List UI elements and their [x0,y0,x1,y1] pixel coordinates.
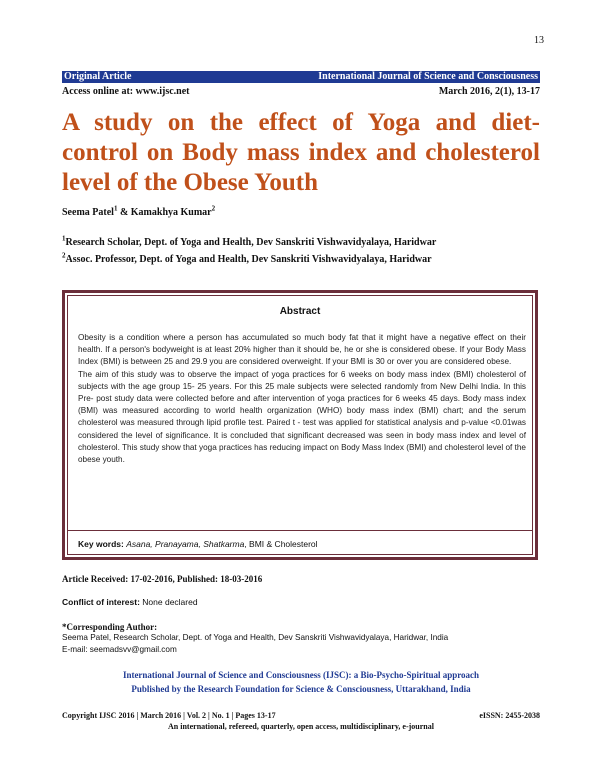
article-dates: Article Received: 17-02-2016, Published: 18-03-2016 [62,574,263,584]
abstract-inner-border [67,295,533,555]
author-1: Seema Patel [62,207,114,218]
page-number: 13 [534,35,544,46]
affiliation-1-sup: 1 [62,234,66,243]
access-line [62,86,540,97]
paper-title: A study on the effect of Yoga and diet-control on Body mass index and cholesterol level of the Obese Youth [62,109,540,196]
author-and: & [117,207,131,218]
access-url[interactable]: Access online at: www.ijsc.net [62,86,190,97]
conflict-value: None declared [139,597,198,607]
keywords-italic: Asana, Pranayama, Shatkarma [126,539,245,549]
footer-journal-line: International Journal of Science and Consciousness (IJSC): a Bio-Psycho-Spiritual approach [122,670,480,680]
footer-tagline: An international, refereed, quarterly, open access, multidisciplinary, e-journal [168,722,434,731]
affiliation-2-text: Assoc. Professor, Dept. of Yoga and Health, Dev Sanskriti Vishwavidyalaya, Haridwar [65,254,432,265]
corresponding-heading: *Corresponding Author: [62,622,158,632]
keywords [78,539,318,549]
abstract-paragraph-1: Obesity is a condition where a person has accumulated so much body fat that it might have a negative effect on their health. If a person's bodyweight is at least 20% higher than it should be, he or she is considered obese. If your Body Mass Index (BMI) is between 25 and 29.9 you are considered overweight. If your BMI is 30 or over you are considered obese. [78,333,526,367]
abstract-heading: Abstract [279,306,321,317]
affiliation-1 [62,234,437,248]
corresponding-email[interactable]: E-mail: seemadsvv@gmail.com [62,645,177,654]
journal-name: International Journal of Science and Consciousness [318,71,538,82]
affiliation-1-text: Research Scholar, Dept. of Yoga and Health, Dev Sanskriti Vishwavidyalaya, Haridwar [65,237,437,248]
affiliation-2 [62,251,432,265]
header-band [62,71,540,83]
author-2-sup: 2 [211,204,216,213]
conflict-label: Conflict of interest: [62,597,140,607]
abstract-box [62,290,538,560]
author-2: Kamakhya Kumar [130,207,212,218]
footer-eissn: eISSN: 2455-2038 [479,711,540,720]
abstract-divider [68,530,532,531]
abstract-body [78,332,526,466]
keywords-rest: , BMI & Cholesterol [244,539,318,549]
affiliation-2-sup: 2 [62,251,66,260]
footer-copyright: Copyright IJSC 2016 | March 2016 | Vol. 2 | No. 1 | Pages 13-17 [62,711,276,720]
authors [62,204,216,218]
author-1-sup: 1 [113,204,118,213]
article-type: Original Article [64,71,132,82]
footer-publisher-line: Published by the Research Foundation for Science & Consciousness, Uttarakhand, India [131,684,471,694]
corresponding-details: Seema Patel, Research Scholar, Dept. of Yoga and Health, Dev Sanskriti Vishwavidyalaya, Haridwar, India [62,633,449,642]
abstract-paragraph-2: The aim of this study was to observe the impact of yoga practices for 6 weeks on body mass index (BMI) cholesterol of subjects with the age group 15- 25 years. For this 25 male subjects were selected randomly from New Delhi India. In this Pre- post study data were collected before and after intervention of yoga practices for 6 weeks 45 days. Body mass index (BMI) was measured according to world health organization (WHO) body mass index (BMI) chart; and the serum cholesterol was measured through lipid profile test. Paired t - test was applied for statistical analysis and p-value <0.01was considered the level of significance. It is concluded that significant decreased was seen in body mass index and level of cholesterol. This study show that yoga practices has reducing impact on Body Mass Index (BMI) and cholesterol level of the obese youth. [78,369,526,465]
issue-info: March 2016, 2(1), 13-17 [438,86,540,97]
keywords-label: Key words: [78,539,124,549]
conflict-of-interest [62,597,198,607]
